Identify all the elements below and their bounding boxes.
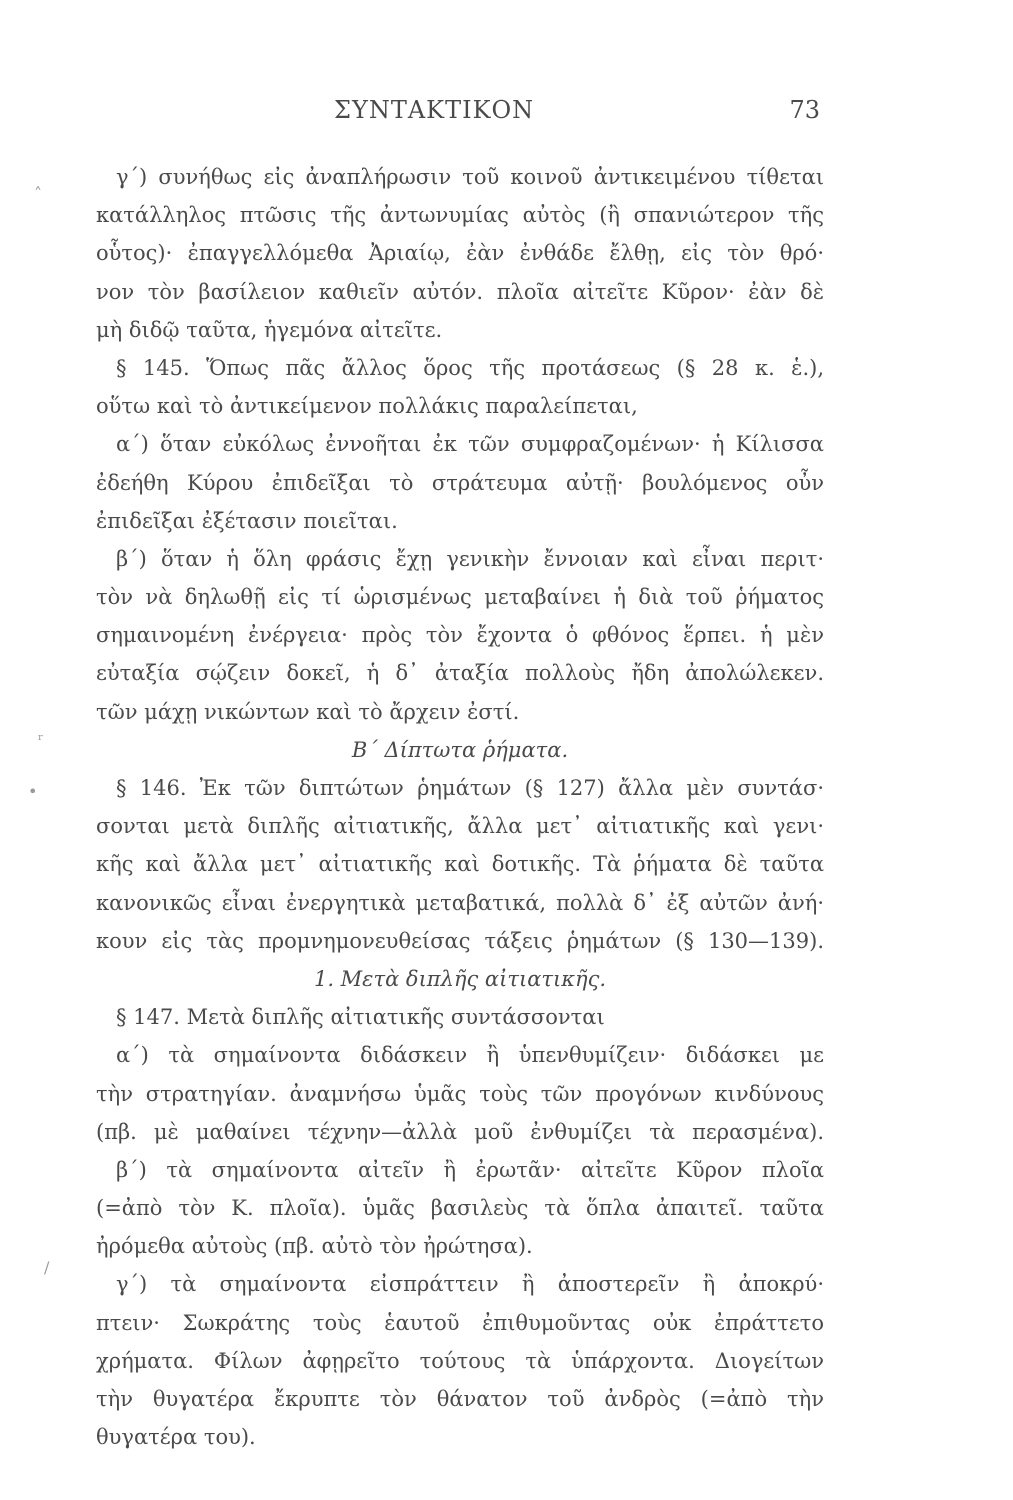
text-line: § 145. Ὅπως πᾶς ἄλλος ὅρος τῆς προτάσεως (§ 28 κ. ἑ.), [116, 355, 824, 380]
text-line: εὐταξία σῴζειν δοκεῖ, ἡ δ᾽ ἀταξία πολλοὺς ἤδη ἀπολώλεκεν. [96, 661, 824, 686]
text-line: κουν εἰς τὰς προμνημονευθείσας τάξεις ῥημάτων (§ 130—139). [96, 928, 824, 953]
text-line: α΄) τὰ σημαίνοντα διδάσκειν ἢ ὑπενθυμίζειν· διδάσκει με [116, 1043, 824, 1068]
text-line: § 147. Μετὰ διπλῆς αἰτιατικῆς συντάσσονται [116, 1005, 605, 1030]
text-line: σημαινομένη ἐνέργεια· πρὸς τὸν ἔχοντα ὁ φθόνος ἕρπει. ἡ μὲν [96, 623, 824, 648]
text-line: γ΄) τὰ σημαίνοντα εἰσπράττειν ἢ ἀποστερεῖν ἢ ἀποκρύ· [116, 1272, 824, 1297]
page-header [96, 96, 820, 136]
text-line: (πβ. μὲ μαθαίνει τέχνην—ἀλλὰ μοῦ ἐνθυμίζει τὰ περασμένα). [96, 1119, 824, 1144]
text-line: (=ἀπὸ τὸν Κ. πλοῖα). ὑμᾶς βασιλεὺς τὰ ὅπλα ἀπαιτεῖ. ταῦτα [96, 1196, 824, 1221]
text-line: θυγατέρα του). [96, 1425, 256, 1450]
section-heading: Β΄ Δίπτωτα ῥήματα. [351, 737, 569, 762]
text-line: κατάλληλος πτῶσις τῆς ἀντωνυμίας αὐτὸς (ἢ σπανιώτερον τῆς [96, 203, 824, 228]
text-line: α΄) ὅταν εὐκόλως ἐννοῆται ἐκ τῶν συμφραζομένων· ἡ Κίλισσα [116, 432, 824, 457]
text-line: β΄) τὰ σημαίνοντα αἰτεῖν ἢ ἐρωτᾶν· αἰτεῖτε Κῦρον πλοῖα [116, 1157, 824, 1182]
text-line: οὗτος)· ἐπαγγελλόμεθα Ἀριαίῳ, ἐὰν ἐνθάδε ἔλθῃ, εἰς τὸν θρό· [96, 241, 824, 266]
text-line: κῆς καὶ ἄλλα μετ᾽ αἰτιατικῆς καὶ δοτικῆς. Τὰ ῥήματα δὲ ταῦτα [96, 852, 824, 877]
text-line: νον τὸν βασίλειον καθιεῖν αὐτόν. πλοῖα αἰτεῖτε Κῦρον· ἐὰν δὲ [96, 279, 824, 304]
margin-mark: ˄ [34, 184, 42, 203]
text-line: τὴν στρατηγίαν. ἀναμνήσω ὑμᾶς τοὺς τῶν προγόνων κινδύνους [96, 1081, 824, 1106]
text-line: οὕτω καὶ τὸ ἀντικείμενον πολλάκις παραλείπεται, [96, 394, 638, 419]
margin-mark: • [28, 782, 38, 801]
section-heading: 1. Μετὰ διπλῆς αἰτιατικῆς. [313, 966, 607, 991]
text-line: σονται μετὰ διπλῆς αἰτιατικῆς, ἄλλα μετ᾽ αἰτιατικῆς καὶ γενι· [96, 814, 824, 839]
text-line: τῶν μάχῃ νικώντων καὶ τὸ ἄρχειν ἐστί. [96, 699, 520, 724]
text-line: κανονικῶς εἶναι ἐνεργητικὰ μεταβατικά, πολλὰ δ᾽ ἐξ αὐτῶν ἀνή· [96, 890, 824, 915]
margin-mark: / [44, 1258, 50, 1277]
text-line: ἠρόμεθα αὐτοὺς (πβ. αὐτὸ τὸν ἠρώτησα). [96, 1234, 533, 1259]
running-title: ΣΥΝΤΑΚΤΙΚΟΝ [334, 96, 535, 124]
page-number: 73 [789, 96, 820, 124]
text-line: β΄) ὅταν ἡ ὅλη φράσις ἔχῃ γενικὴν ἔννοιαν καὶ εἶναι περιτ· [116, 546, 824, 571]
text-line: ἐπιδεῖξαι ἐξέτασιν ποιεῖται. [96, 508, 398, 533]
body-text [96, 158, 824, 1456]
text-line: τὴν θυγατέρα ἔκρυπτε τὸν θάνατον τοῦ ἀνδρὸς (=ἀπὸ τὴν [96, 1387, 824, 1411]
text-line: ἐδεήθη Κύρου ἐπιδεῖξαι τὸ στράτευμα αὐτῇ· βουλόμενος οὖν [96, 470, 824, 495]
text-line: γ΄) συνήθως εἰς ἀναπλήρωσιν τοῦ κοινοῦ ἀντικειμένου τίθεται [116, 165, 824, 189]
text-line: πτειν· Σωκράτης τοὺς ἑαυτοῦ ἐπιθυμοῦντας οὐκ ἐπράττετο [96, 1310, 824, 1335]
text-line: μὴ διδῷ ταῦτα, ἡγεμόνα αἰτεῖτε. [96, 317, 443, 342]
margin-mark: ʳ [38, 730, 44, 749]
text-line: χρήματα. Φίλων ἀφῃρεῖτο τούτους τὰ ὑπάρχοντα. Διογείτων [96, 1348, 824, 1373]
text-line: τὸν νὰ δηλωθῇ εἰς τί ὡρισμένως μεταβαίνει ἡ διὰ τοῦ ῥήματος [96, 585, 824, 610]
text-line: § 146. Ἐκ τῶν διπτώτων ῥημάτων (§ 127) ἄλλα μὲν συντάσ· [116, 776, 824, 800]
